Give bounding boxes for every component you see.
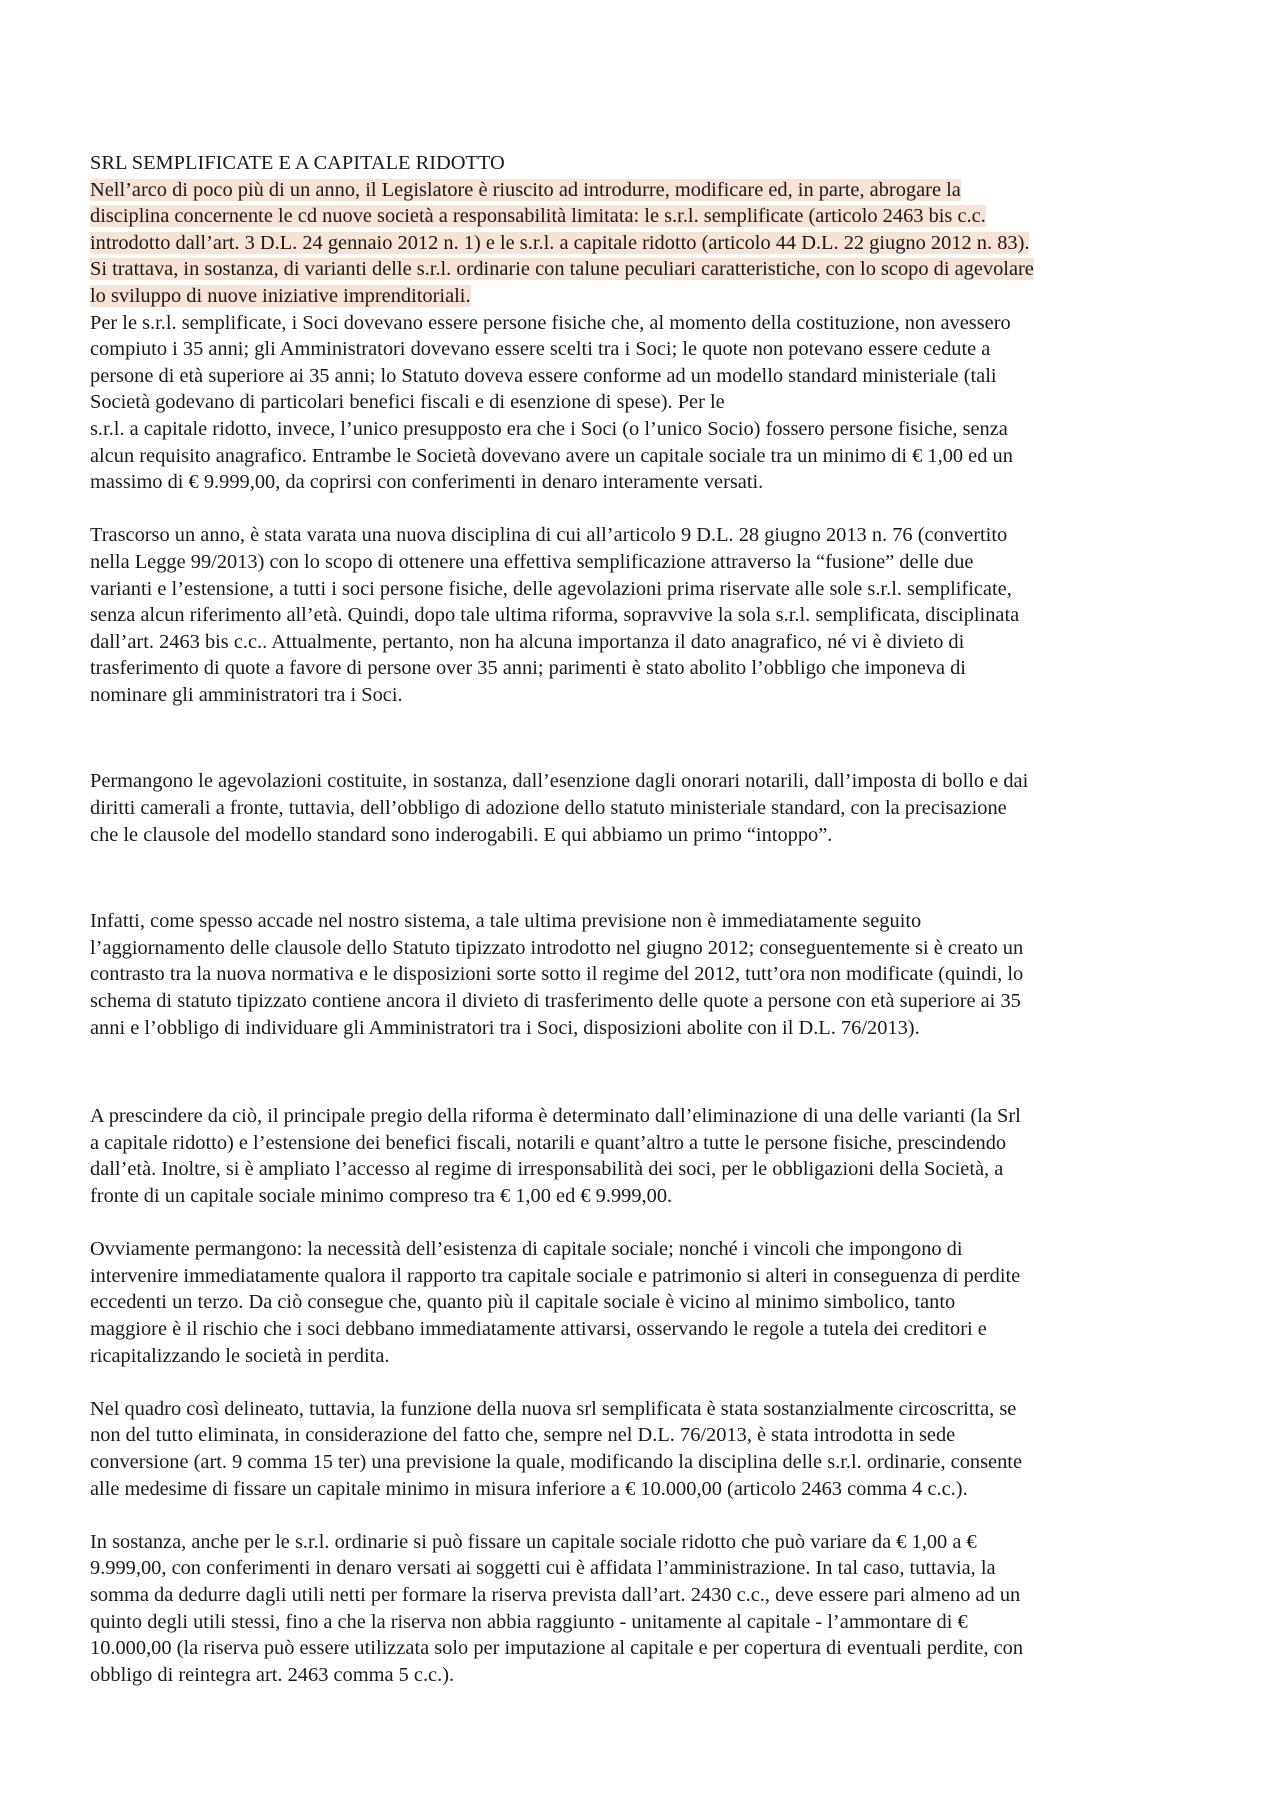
text-line: s.r.l. a capitale ridotto, invece, l’unico presupposto era che i Soci (o l’unico Socio) fossero persone fisiche, senza bbox=[90, 417, 1008, 440]
highlighted-line: disciplina concernente le cd nuove società a responsabilità limitata: le s.r.l. semplificate (articolo 2463 bis c.c. bbox=[90, 205, 986, 228]
text-line: nominare gli amministratori tra i Soci. bbox=[90, 683, 403, 706]
text-line: schema di statuto tipizzato contiene ancora il divieto di trasferimento delle quote a persone con età superiore ai 35 bbox=[90, 990, 1021, 1013]
document-title: SRL SEMPLIFICATE E A CAPITALE RIDOTTO bbox=[90, 152, 505, 174]
paragraph-pregio-riforma bbox=[90, 1103, 1200, 1209]
text-line: dall’età. Inoltre, si è ampliato l’accesso al regime di irresponsabilità dei soci, per le obbligazioni della Società, a bbox=[90, 1158, 1004, 1181]
text-line: non del tutto eliminata, in considerazione del fatto che, sempre nel D.L. 76/2013, è stata introdotta in sede bbox=[90, 1424, 956, 1447]
text-line: maggiore è il rischio che i soci debbano immediatamente attivarsi, osservando le regole a tutela dei creditori e bbox=[90, 1317, 987, 1340]
text-line: quinto degli utili stessi, fino a che la riserva non abbia raggiunto - unitamente al capitale - l’ammontare di € bbox=[90, 1610, 968, 1633]
text-line: Nel quadro così delineato, tuttavia, la funzione della nuova srl semplificata è stata sostanzialmente circoscritta, se bbox=[90, 1397, 1017, 1420]
text-line: senza alcun riferimento all’età. Quindi, dopo tale ultima riforma, sopravvive la sola s.r.l. semplificata, disciplinata bbox=[90, 604, 1020, 627]
paragraph-intro-highlighted bbox=[90, 177, 1200, 310]
text-line: l’aggiornamento delle clausole dello Statuto tipizzato introdotto nel giugno 2012; conseguentemente si è creato un bbox=[90, 936, 1024, 959]
text-line: compiuto i 35 anni; gli Amministratori dovevano essere scelti tra i Soci; le quote non potevano essere cedute a bbox=[90, 338, 991, 361]
text-line: a capitale ridotto) e l’estensione dei benefici fiscali, notarili e quant’altro a tutte le persone fisiche, prescindendo bbox=[90, 1131, 1007, 1154]
paragraph-vincoli bbox=[90, 1236, 1200, 1369]
text-line: 10.000,00 (la riserva può essere utilizzata solo per imputazione al capitale e per copertura di eventuali perdite, con bbox=[90, 1637, 1024, 1660]
text-line: eccedenti un terzo. Da ciò consegue che, quanto più il capitale sociale è vicino al minimo simbolico, tanto bbox=[90, 1291, 956, 1314]
text-line: alle medesime di fissare un capitale minimo in misura inferiore a € 10.000,00 (articolo 2463 comma 4 c.c.). bbox=[90, 1477, 968, 1500]
highlighted-line: introdotto dall’art. 3 D.L. 24 gennaio 2012 n. 1) e le s.r.l. a capitale ridotto (articolo 44 D.L. 22 giugno 2012 n. 83). bbox=[90, 231, 1030, 254]
text-line: Infatti, come spesso accade nel nostro sistema, a tale ultima previsione non è immediatamente seguito bbox=[90, 910, 922, 933]
text-line: varianti e l’estensione, a tutti i soci persone fisiche, delle agevolazioni prima riservate alle sole s.r.l. semplificate, bbox=[90, 577, 1012, 600]
paragraph-srl-ordinarie bbox=[90, 1529, 1200, 1689]
paragraph-statuto-tipizzato bbox=[90, 908, 1200, 1041]
text-line: contrasto tra la nuova normativa e le disposizioni sorte sotto il regime del 2012, tutt’ora non modificate (quindi, lo bbox=[90, 963, 1024, 986]
text-line: 9.999,00, con conferimenti in denaro versati ai soggetti cui è affidata l’amministrazione. In tal caso, tuttavia, la bbox=[90, 1557, 996, 1580]
text-line: persone di età superiore ai 35 anni; lo Statuto doveva essere conforme ad un modello standard ministeriale (tali bbox=[90, 364, 997, 387]
text-line: dall’art. 2463 bis c.c.. Attualmente, pertanto, non ha alcuna importanza il dato anagrafico, né vi è divieto di bbox=[90, 630, 965, 653]
text-line: nella Legge 99/2013) con lo scopo di ottenere una effettiva semplificazione attraverso la “fusione” delle due bbox=[90, 550, 974, 573]
text-line: intervenire immediatamente qualora il rapporto tra capitale sociale e patrimonio si alteri in conseguenza di perdite bbox=[90, 1264, 1021, 1287]
text-line: ricapitalizzando le società in perdita. bbox=[90, 1344, 390, 1367]
text-line: somma da dedurre dagli utili netti per formare la riserva prevista dall’art. 2430 c.c., deve essere pari almeno ad un bbox=[90, 1583, 1021, 1606]
document-page bbox=[90, 150, 1200, 1688]
text-line: Ovviamente permangono: la necessità dell’esistenza di capitale sociale; nonché i vincoli che impongono di bbox=[90, 1238, 963, 1261]
text-line: In sostanza, anche per le s.r.l. ordinarie si può fissare un capitale sociale ridotto che può variare da € 1,00 a € bbox=[90, 1530, 977, 1553]
text-line: trasferimento di quote a favore di persone over 35 anni; parimenti è stato abolito l’obbligo che imponeva di bbox=[90, 657, 966, 680]
text-line: Trascorso un anno, è stata varata una nuova disciplina di cui all’articolo 9 D.L. 28 giugno 2013 n. 76 (convertito bbox=[90, 524, 1008, 547]
text-line: fronte di un capitale sociale minimo compreso tra € 1,00 ed € 9.999,00. bbox=[90, 1185, 673, 1207]
paragraph-srl-semplificate bbox=[90, 310, 1200, 496]
highlighted-line: lo sviluppo di nuove iniziative imprenditoriali. bbox=[90, 284, 471, 307]
text-line: Per le s.r.l. semplificate, i Soci dovevano essere persone fisiche che, al momento della costituzione, non avessero bbox=[90, 311, 1011, 334]
text-line: A prescindere da ciò, il principale pregio della riforma è determinato dall’eliminazione di una delle varianti (la Srl bbox=[90, 1105, 1021, 1128]
paragraph-quadro-delineato bbox=[90, 1396, 1200, 1502]
text-line: diritti camerali a fronte, tuttavia, dell’obbligo di adozione dello statuto ministeriale standard, con la precisazione bbox=[90, 797, 1007, 820]
paragraph-nuova-disciplina bbox=[90, 522, 1200, 708]
text-line: obbligo di reintegra art. 2463 comma 5 c.c.). bbox=[90, 1663, 455, 1686]
text-line: Permangono le agevolazioni costituite, in sostanza, dall’esenzione dagli onorari notarili, dall’imposta di bollo e dai bbox=[90, 770, 1029, 793]
paragraph-agevolazioni bbox=[90, 768, 1200, 848]
highlighted-line: Si trattava, in sostanza, di varianti delle s.r.l. ordinarie con talune peculiari caratteristiche, con lo scopo di agevolare bbox=[90, 258, 1034, 281]
text-line: alcun requisito anagrafico. Entrambe le Società dovevano avere un capitale sociale tra un minimo di € 1,00 ed un bbox=[90, 444, 1013, 467]
text-line: conversione (art. 9 comma 15 ter) una previsione la quale, modificando la disciplina delle s.r.l. ordinarie, consente bbox=[90, 1450, 1022, 1473]
text-line: anni e l’obbligo di individuare gli Amministratori tra i Soci, disposizioni abolite con il D.L. 76/2013). bbox=[90, 1016, 920, 1039]
text-line: che le clausole del modello standard sono inderogabili. E qui abbiamo un primo “intoppo”. bbox=[90, 823, 833, 846]
highlighted-line: Nell’arco di poco più di un anno, il Legislatore è riuscito ad introdurre, modificare ed, in parte, abrogare la bbox=[90, 178, 961, 201]
text-line: massimo di € 9.999,00, da coprirsi con conferimenti in denaro interamente versati. bbox=[90, 471, 764, 494]
text-line: Società godevano di particolari benefici fiscali e di esenzione di spese). Per le bbox=[90, 391, 725, 414]
